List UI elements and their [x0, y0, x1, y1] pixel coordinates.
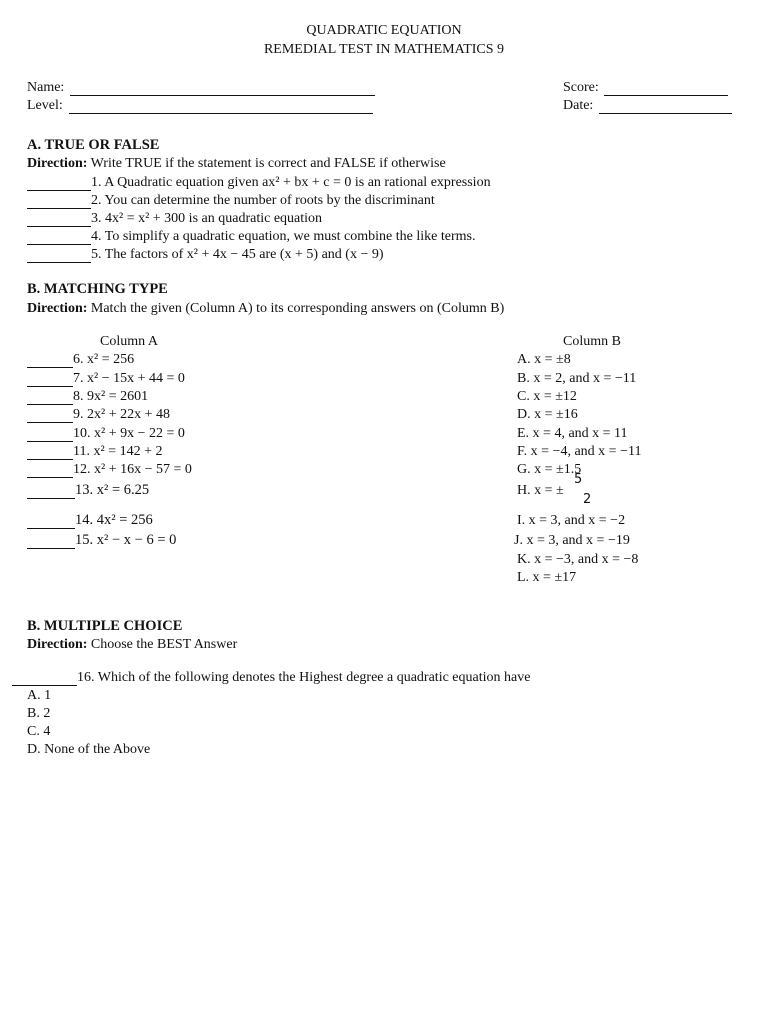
- date-blank[interactable]: [599, 99, 732, 114]
- match-item: [27, 482, 149, 499]
- answer-blank[interactable]: [27, 482, 75, 499]
- answer-blank[interactable]: [27, 353, 73, 368]
- match-item-text: 10. x² + 9x − 22 = 0: [73, 426, 185, 441]
- match-item: [27, 443, 162, 460]
- score-blank[interactable]: [604, 81, 728, 96]
- answer-blank[interactable]: [27, 372, 73, 387]
- choice-k: K. x = −3, and x = −8: [517, 552, 639, 567]
- level-label: Level:: [27, 98, 63, 113]
- mc-question: [12, 669, 530, 686]
- choice-h-numerator: 5: [574, 472, 583, 487]
- match-item-text: 13. x² = 6.25: [75, 482, 150, 498]
- name-field[interactable]: [27, 79, 375, 96]
- answer-blank[interactable]: [27, 176, 91, 191]
- match-item-text: 15. x² − x − 6 = 0: [75, 532, 177, 548]
- answer-blank[interactable]: [27, 230, 91, 245]
- direction-label: Direction:: [27, 301, 88, 316]
- match-item-text: 12. x² + 16x − 57 = 0: [73, 462, 192, 477]
- answer-blank[interactable]: [27, 463, 73, 478]
- score-label: Score:: [563, 80, 599, 95]
- answer-blank[interactable]: [27, 194, 91, 209]
- match-item: [27, 370, 185, 387]
- section-a-direction: [27, 155, 446, 172]
- name-blank[interactable]: [70, 81, 375, 96]
- direction-label: Direction:: [27, 156, 88, 171]
- answer-blank[interactable]: [27, 534, 75, 549]
- match-item: [27, 532, 176, 549]
- tf-item: [27, 246, 384, 263]
- choice-f: F. x = −4, and x = −11: [517, 444, 642, 459]
- match-item-text: 11. x² = 142 + 2: [73, 444, 163, 459]
- choice-h: H. x = ±: [517, 483, 564, 498]
- section-b-letter: B.: [27, 281, 41, 297]
- tf-item: [27, 228, 475, 245]
- level-field[interactable]: [27, 97, 373, 114]
- mc-option: C. 4: [27, 724, 51, 739]
- section-a-title: TRUE OR FALSE: [44, 137, 160, 153]
- answer-blank[interactable]: [27, 514, 75, 529]
- match-item: [27, 388, 148, 405]
- match-item: [27, 406, 170, 423]
- section-c-direction: [27, 636, 237, 653]
- section-c-heading: B. MULTIPLE CHOICE: [27, 618, 183, 634]
- level-blank[interactable]: [69, 99, 373, 114]
- choice-c: C. x = ±12: [517, 389, 577, 404]
- choice-a: A. x = ±8: [517, 352, 571, 367]
- mc-option: D. None of the Above: [27, 742, 151, 757]
- choice-l: L. x = ±17: [517, 570, 577, 585]
- answer-blank[interactable]: [27, 427, 73, 442]
- match-item: [27, 512, 153, 529]
- answer-blank[interactable]: [27, 408, 73, 423]
- direction-text: Write TRUE if the statement is correct and FALSE if otherwise: [90, 156, 446, 171]
- name-label: Name:: [27, 80, 65, 95]
- match-item: [27, 351, 134, 368]
- mc-option: B. 2: [27, 706, 51, 721]
- choice-h-denominator: 2: [583, 492, 592, 507]
- column-a-header: Column A: [100, 334, 158, 349]
- answer-blank[interactable]: [27, 212, 91, 227]
- answer-blank[interactable]: [27, 445, 73, 460]
- match-item-text: 7. x² − 15x + 44 = 0: [73, 371, 185, 386]
- answer-blank[interactable]: [27, 248, 91, 263]
- section-b-heading: [27, 281, 168, 298]
- choice-b: B. x = 2, and x = −11: [517, 371, 637, 386]
- tf-item-text: 1. A Quadratic equation given ax² + bx + c = 0 is an rational expression: [91, 175, 491, 190]
- section-a-heading: [27, 137, 159, 154]
- answer-blank[interactable]: [12, 671, 77, 686]
- section-a-letter: A.: [27, 137, 42, 153]
- tf-item-text: 5. The factors of x² + 4x − 45 are (x + 5) and (x − 9): [91, 247, 384, 262]
- direction-text: Match the given (Column A) to its corresponding answers on (Column B): [90, 301, 505, 316]
- match-item-text: 14. 4x² = 256: [75, 512, 153, 528]
- match-item-text: 8. 9x² = 2601: [73, 389, 149, 404]
- page-title: QUADRATIC EQUATION: [306, 23, 462, 38]
- date-label: Date:: [563, 98, 594, 113]
- match-item-text: 6. x² = 256: [73, 352, 135, 367]
- tf-item-text: 4. To simplify a quadratic equation, we must combine the like terms.: [91, 229, 476, 244]
- score-field[interactable]: [563, 79, 728, 96]
- answer-blank[interactable]: [27, 390, 73, 405]
- tf-item-text: 3. 4x² = x² + 300 is an quadratic equation: [91, 211, 323, 226]
- page-subtitle: REMEDIAL TEST IN MATHEMATICS 9: [263, 42, 505, 57]
- choice-d: D. x = ±16: [517, 407, 578, 422]
- choice-e: E. x = 4, and x = 11: [517, 426, 628, 441]
- direction-label: Direction:: [27, 637, 88, 652]
- direction-text: Choose the BEST Answer: [90, 637, 238, 652]
- date-field[interactable]: [563, 97, 732, 114]
- choice-i: I. x = 3, and x = −2: [517, 513, 626, 528]
- column-b-header: Column B: [563, 334, 621, 349]
- tf-item: [27, 192, 435, 209]
- match-item: [27, 425, 185, 442]
- match-item: [27, 461, 192, 478]
- tf-item: [27, 174, 491, 191]
- match-item-text: 9. 2x² + 22x + 48: [73, 407, 170, 422]
- tf-item: [27, 210, 322, 227]
- mc-option: A. 1: [27, 688, 52, 703]
- section-b-title: MATCHING TYPE: [43, 281, 168, 297]
- tf-item-text: 2. You can determine the number of roots by the discriminant: [91, 193, 435, 208]
- choice-j: J. x = 3, and x = −19: [514, 533, 630, 548]
- mc-question-text: 16. Which of the following denotes the Highest degree a quadratic equation have: [77, 670, 531, 685]
- section-b-direction: [27, 300, 504, 317]
- choice-g: G. x = ±1.5: [517, 462, 582, 477]
